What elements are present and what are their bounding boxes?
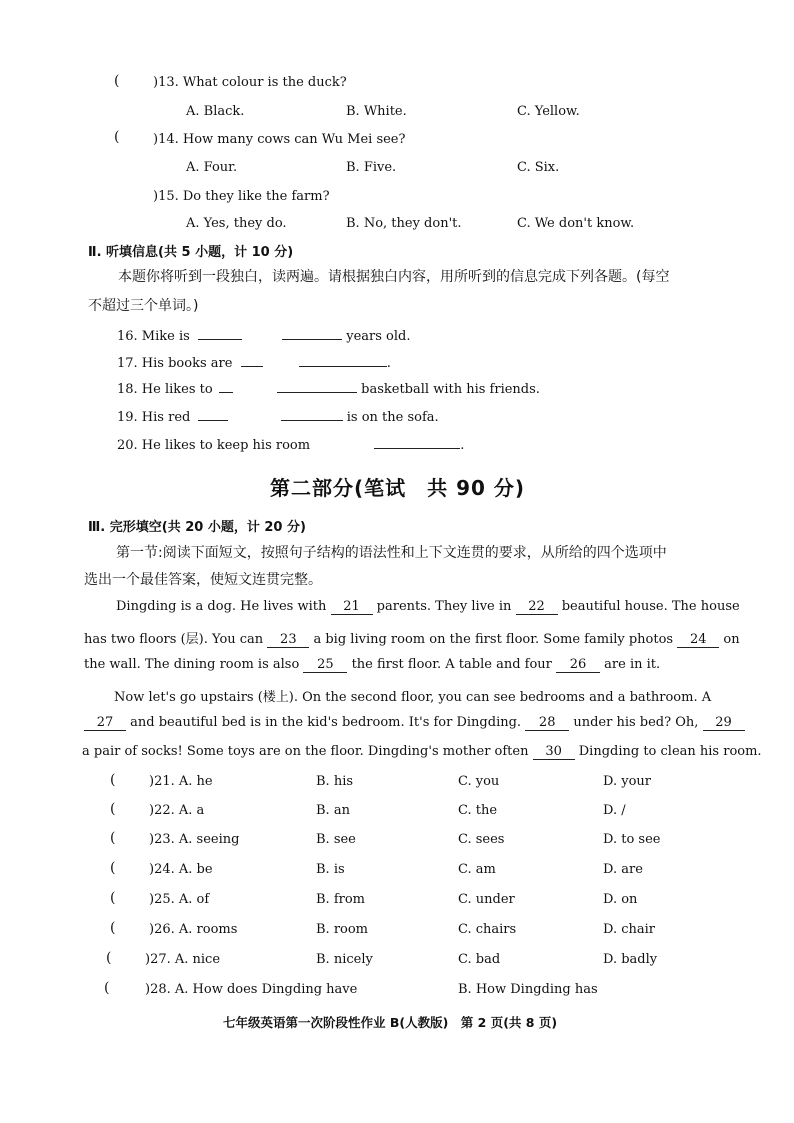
option-a: )27. A. nice bbox=[145, 952, 221, 967]
question-19 bbox=[117, 406, 439, 425]
answer-paren[interactable]: ( bbox=[114, 129, 120, 145]
option-b: B. How Dingding has bbox=[458, 982, 598, 997]
option-a: A. Four. bbox=[186, 160, 238, 175]
passage-text: beautiful house. The house bbox=[561, 599, 740, 614]
option-b: B. nicely bbox=[316, 952, 373, 967]
option-d: D. chair bbox=[603, 922, 655, 937]
question-text bbox=[153, 189, 330, 204]
option-b: B. White. bbox=[346, 104, 407, 119]
q16-text: 16. Mike is bbox=[117, 329, 190, 344]
option-a: A. Black. bbox=[186, 104, 245, 119]
page-footer: 七年级英语第一次阶段性作业 B(人教版) 第 2 页(共 8 页) bbox=[223, 1015, 558, 1030]
passage-line bbox=[84, 628, 740, 648]
option-c: C. you bbox=[458, 774, 500, 789]
option-c: C. Yellow. bbox=[517, 104, 580, 119]
option-d: D. / bbox=[603, 803, 626, 818]
cloze-blank[interactable]: 21 bbox=[331, 599, 373, 615]
question-text bbox=[153, 75, 347, 90]
section-3-instruction-cont: 选出一个最佳答案，使短文连贯完整。 bbox=[84, 572, 322, 588]
part-2-title: 第二部分(笔试 共 90 分) bbox=[270, 476, 526, 500]
question-16 bbox=[117, 325, 410, 344]
passage-text: the wall. The dining room is also bbox=[84, 657, 300, 672]
answer-paren[interactable]: ( bbox=[114, 73, 120, 89]
section-2-instruction-cont: 不超过三个单词。) bbox=[88, 298, 199, 314]
q20-text: 20. He likes to keep his room bbox=[117, 438, 311, 453]
paren-close: ) bbox=[153, 75, 159, 90]
cloze-blank[interactable]: 24 bbox=[677, 632, 719, 648]
passage-text: a pair of socks! Some toys are on the floor. Dingding's mother often bbox=[82, 744, 529, 759]
option-b: B. Five. bbox=[346, 160, 397, 175]
answer-blank[interactable] bbox=[241, 352, 263, 367]
cloze-blank[interactable]: 23 bbox=[267, 632, 309, 648]
passage-text: the first floor. A table and four bbox=[351, 657, 552, 672]
answer-paren[interactable]: ( bbox=[110, 830, 116, 846]
answer-blank[interactable] bbox=[281, 406, 343, 421]
passage-text: on bbox=[723, 632, 740, 647]
option-c: C. under bbox=[458, 892, 515, 907]
passage-text: and beautiful bed is in the kid's bedroom. It's for Dingding. bbox=[130, 715, 522, 730]
answer-blank[interactable] bbox=[374, 434, 460, 449]
passage-text: has two floors (层). You can bbox=[84, 632, 264, 647]
passage-text: are in it. bbox=[604, 657, 661, 672]
cloze-blank[interactable]: 26 bbox=[556, 657, 600, 673]
cloze-blank[interactable]: 29 bbox=[703, 715, 745, 731]
answer-blank[interactable] bbox=[198, 325, 242, 340]
option-d: D. to see bbox=[603, 832, 661, 847]
passage-text: a big living room on the first floor. Some family photos bbox=[313, 632, 674, 647]
option-b: B. see bbox=[316, 832, 356, 847]
answer-paren[interactable]: ( bbox=[110, 920, 116, 936]
passage-text: Dingding to clean his room. bbox=[578, 744, 762, 759]
option-c: C. bad bbox=[458, 952, 501, 967]
q19-suffix: is on the sofa. bbox=[346, 410, 439, 425]
option-a: )21. A. he bbox=[149, 774, 213, 789]
passage-text: under his bed? Oh, bbox=[573, 715, 699, 730]
section-2-instruction: 本题你将听到一段独白，读两遍。请根据独白内容，用所听到的信息完成下列各题。(每空 bbox=[118, 269, 670, 285]
answer-blank[interactable] bbox=[299, 352, 387, 367]
answer-blank[interactable] bbox=[277, 378, 357, 393]
option-b: B. his bbox=[316, 774, 354, 789]
section-3-heading: Ⅲ. 完形填空(共 20 小题，计 20 分) bbox=[88, 520, 306, 535]
q20-suffix: . bbox=[460, 438, 465, 453]
option-b: B. an bbox=[316, 803, 350, 818]
cloze-blank[interactable]: 25 bbox=[303, 657, 347, 673]
passage-line bbox=[84, 715, 745, 731]
cloze-blank[interactable]: 27 bbox=[84, 715, 126, 731]
answer-paren[interactable]: ( bbox=[110, 801, 116, 817]
option-d: D. your bbox=[603, 774, 651, 789]
paren-close: ) bbox=[153, 189, 159, 204]
question-stem: 15. Do they like the farm? bbox=[158, 189, 330, 204]
q18-text: 18. He likes to bbox=[117, 382, 213, 397]
question-stem: 14. How many cows can Wu Mei see? bbox=[158, 132, 406, 147]
passage-text: Dingding is a dog. He lives with bbox=[116, 599, 327, 614]
option-c: C. We don't know. bbox=[517, 216, 635, 231]
section-3-instruction: 第一节:阅读下面短文，按照句子结构的语法性和上下文连贯的要求，从所给的四个选项中 bbox=[116, 545, 667, 561]
answer-blank[interactable] bbox=[219, 378, 233, 393]
paren-close: ) bbox=[153, 132, 159, 147]
option-d: D. are bbox=[603, 862, 643, 877]
passage-text: Now let's go upstairs (楼上). On the second floor, you can see bedrooms and a bathroom. A bbox=[114, 690, 712, 705]
passage-line bbox=[114, 686, 711, 705]
passage-text: parents. They live in bbox=[376, 599, 512, 614]
option-b: B. from bbox=[316, 892, 365, 907]
option-c: C. am bbox=[458, 862, 496, 877]
option-a: )28. A. How does Dingding have bbox=[145, 982, 358, 997]
option-a: )23. A. seeing bbox=[149, 832, 240, 847]
option-a: )25. A. of bbox=[149, 892, 210, 907]
question-20 bbox=[117, 434, 464, 453]
section-2-heading: Ⅱ. 听填信息(共 5 小题，计 10 分) bbox=[88, 245, 294, 260]
option-c: C. sees bbox=[458, 832, 505, 847]
passage-line bbox=[116, 599, 740, 615]
option-b: B. room bbox=[316, 922, 369, 937]
option-a: A. Yes, they do. bbox=[186, 216, 287, 231]
question-18 bbox=[117, 378, 540, 397]
cloze-blank[interactable]: 28 bbox=[525, 715, 569, 731]
q18-suffix: basketball with his friends. bbox=[361, 382, 540, 397]
answer-paren[interactable]: ( bbox=[110, 860, 116, 876]
q19-text: 19. His red bbox=[117, 410, 191, 425]
option-c: C. Six. bbox=[517, 160, 560, 175]
option-a: )26. A. rooms bbox=[149, 922, 238, 937]
option-a: )22. A. a bbox=[149, 803, 205, 818]
option-d: D. badly bbox=[603, 952, 658, 967]
answer-paren[interactable]: ( bbox=[110, 772, 116, 788]
answer-paren[interactable]: ( bbox=[104, 980, 110, 996]
option-b: B. No, they don't. bbox=[346, 216, 462, 231]
answer-paren[interactable]: ( bbox=[110, 890, 116, 906]
option-a: )24. A. be bbox=[149, 862, 213, 877]
passage-line bbox=[84, 657, 660, 673]
cloze-blank[interactable]: 22 bbox=[516, 599, 558, 615]
option-c: C. the bbox=[458, 803, 498, 818]
answer-blank[interactable] bbox=[282, 325, 342, 340]
q16-suffix: years old. bbox=[346, 329, 411, 344]
q17-text: 17. His books are bbox=[117, 356, 233, 371]
cloze-blank[interactable]: 30 bbox=[533, 744, 575, 760]
option-c: C. chairs bbox=[458, 922, 517, 937]
answer-blank[interactable] bbox=[198, 406, 228, 421]
option-b: B. is bbox=[316, 862, 345, 877]
option-d: D. on bbox=[603, 892, 638, 907]
question-text bbox=[153, 132, 405, 147]
question-stem: 13. What colour is the duck? bbox=[158, 75, 347, 90]
question-17 bbox=[117, 352, 391, 371]
passage-line bbox=[82, 744, 762, 760]
answer-paren[interactable]: ( bbox=[106, 950, 112, 966]
q17-suffix: . bbox=[386, 356, 391, 371]
